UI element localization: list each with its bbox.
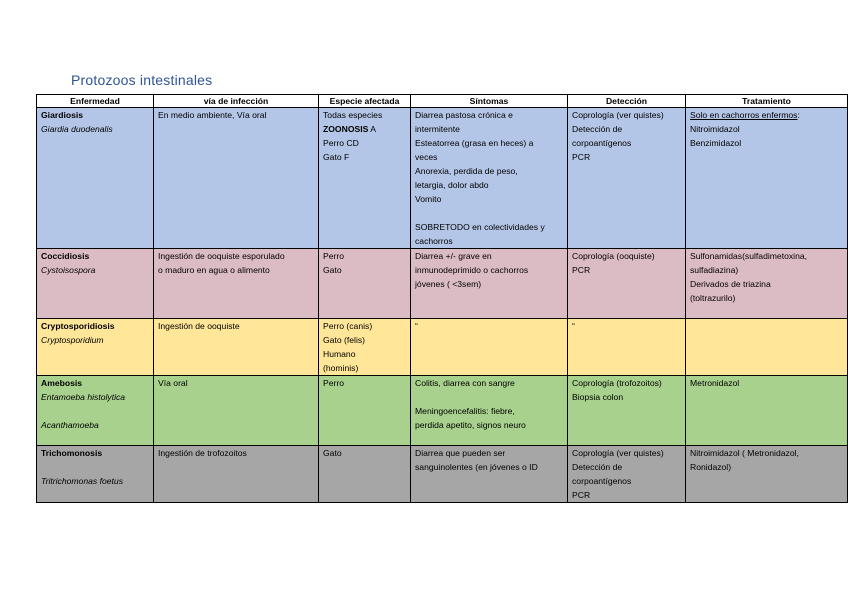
- header-tratamiento: Tratamiento: [686, 95, 848, 108]
- affected-line: Humano: [323, 349, 356, 359]
- symptom-line: jóvenes ( <3sem): [415, 279, 482, 289]
- affected-line: Perro: [323, 251, 345, 261]
- table-row-amebosis: [37, 376, 848, 446]
- cell-affected: [319, 376, 411, 446]
- cell-symptoms: [411, 319, 568, 376]
- cell-infection: [154, 108, 319, 249]
- cell-disease: [37, 376, 154, 446]
- detection-line: Biopsia colon: [572, 392, 624, 402]
- symptom-line: Diarrea pastosa crónica e: [415, 110, 513, 120]
- symptom-line: letargia, dolor abdo: [415, 180, 489, 190]
- cell-affected: [319, 108, 411, 249]
- cell-symptoms: [411, 446, 568, 503]
- species-latin: Giardia duodenalis: [41, 124, 113, 134]
- treatment-note: Solo en cachorros enfermos: [690, 110, 798, 120]
- species-latin: Cystoisospora: [41, 265, 96, 275]
- cell-disease: [37, 446, 154, 503]
- cell-treatment: [686, 319, 848, 376]
- symptom-line: Anorexia, perdida de peso,: [415, 166, 518, 176]
- symptom-line: inmunodeprimido o cachorros: [415, 265, 529, 275]
- cell-symptoms: [411, 249, 568, 319]
- symptom-line: Colitis, diarrea con sangre: [415, 378, 515, 388]
- cell-detection: [568, 249, 686, 319]
- disease-name: Coccidiosis: [41, 251, 90, 261]
- header-especie-afectada: Especie afectada: [319, 95, 411, 108]
- page-title: Protozoos intestinales: [71, 72, 213, 88]
- treatment-line: sulfadiazina): [690, 265, 739, 275]
- infection-text: Vía oral: [158, 378, 188, 388]
- protozoa-table: [36, 94, 848, 503]
- table-row-giardiosis: [37, 108, 848, 249]
- affected-line: (hominis): [323, 363, 359, 373]
- treatment-line: Ronidazol): [690, 462, 732, 472]
- zoonosis-suffix: A: [368, 124, 377, 134]
- infection-text: Ingestión de ooquiste esporulado: [158, 251, 285, 261]
- cell-treatment: [686, 249, 848, 319]
- table-row-cryptosporidiosis: [37, 319, 848, 376]
- symptom-line: SOBRETODO en colectividades y: [415, 222, 545, 232]
- infection-text: En medio ambiente, Vía oral: [158, 110, 267, 120]
- header-row: [37, 95, 848, 108]
- treatment-line: Benzimidazol: [690, 138, 742, 148]
- detection-line: corpoantígenos: [572, 138, 632, 148]
- detection-line: PCR: [572, 265, 591, 275]
- detection-line: Coprología (ver quistes): [572, 110, 664, 120]
- symptom-line: Diarrea +/- grave en: [415, 251, 492, 261]
- treatment-line: Nitroimidazol ( Metronidazol,: [690, 448, 799, 458]
- symptom-line: Vomito: [415, 194, 442, 204]
- affected-line: Perro CD: [323, 138, 359, 148]
- header-via-infeccion: vía de infección: [154, 95, 319, 108]
- disease-name: Giardiosis: [41, 110, 84, 120]
- symptom-line: perdida apetito, signos neuro: [415, 420, 526, 430]
- species-latin: Acanthamoeba: [41, 420, 99, 430]
- disease-name: Trichomonosis: [41, 448, 103, 458]
- disease-name: Cryptosporidiosis: [41, 321, 115, 331]
- header-enfermedad: Enfermedad: [37, 95, 154, 108]
- zoonosis-label: ZOONOSIS: [323, 124, 369, 134]
- treatment-note-suffix: :: [797, 110, 800, 120]
- detection-line: Coprología (trofozoitos): [572, 378, 662, 388]
- treatment-line: Metronidazol: [690, 378, 740, 388]
- detection-line: Detección de: [572, 124, 623, 134]
- table-row-coccidiosis: [37, 249, 848, 319]
- species-latin: Tritrichomonas foetus: [41, 476, 123, 486]
- cell-treatment: [686, 446, 848, 503]
- cell-symptoms: [411, 108, 568, 249]
- header-deteccion: Detección: [568, 95, 686, 108]
- infection-text: Ingestión de trofozoitos: [158, 448, 247, 458]
- cell-affected: [319, 319, 411, 376]
- detection-line: PCR: [572, 152, 591, 162]
- treatment-line: (toltrazurilo): [690, 293, 736, 303]
- cell-treatment: [686, 376, 848, 446]
- cell-symptoms: [411, 376, 568, 446]
- symptom-line: sanguinolentes (en jóvenes o ID: [415, 462, 538, 472]
- cell-disease: [37, 249, 154, 319]
- detection-line: PCR: [572, 490, 591, 500]
- species-latin: Entamoeba histolytica: [41, 392, 126, 402]
- treatment-line: Nitroimidazol: [690, 124, 740, 134]
- cell-affected: [319, 249, 411, 319]
- cell-treatment: [686, 108, 848, 249]
- cell-infection: [154, 249, 319, 319]
- cell-detection: [568, 108, 686, 249]
- affected-line: Perro: [323, 378, 345, 388]
- detection-line: Coprología (ooquiste): [572, 251, 655, 261]
- disease-name: Amebosis: [41, 378, 83, 388]
- cell-affected: [319, 446, 411, 503]
- affected-line: Todas especies: [323, 110, 383, 120]
- detection-line: Detección de: [572, 462, 623, 472]
- cell-detection: [568, 446, 686, 503]
- ditto-mark: “: [572, 321, 575, 331]
- symptom-line: Diarrea que pueden ser: [415, 448, 506, 458]
- symptom-line: intermitente: [415, 124, 460, 134]
- symptom-line: veces: [415, 152, 438, 162]
- table-row-trichomonosis: [37, 446, 848, 503]
- detection-line: Coprología (ver quistes): [572, 448, 664, 458]
- cell-infection: [154, 376, 319, 446]
- symptom-line: Esteatorrea (grasa en heces) a: [415, 138, 534, 148]
- affected-line: Perro (canis): [323, 321, 373, 331]
- cell-infection: [154, 319, 319, 376]
- cell-detection: [568, 376, 686, 446]
- infection-text: Ingestión de ooquiste: [158, 321, 240, 331]
- affected-line: Gato (felis): [323, 335, 366, 345]
- species-latin: Cryptosporidium: [41, 335, 104, 345]
- detection-line: corpoantígenos: [572, 476, 632, 486]
- treatment-line: Sulfonamidas(sulfadimetoxina,: [690, 251, 808, 261]
- cell-disease: [37, 319, 154, 376]
- cell-infection: [154, 446, 319, 503]
- infection-text: o maduro en agua o alimento: [158, 265, 270, 275]
- treatment-line: Derivados de triazina: [690, 279, 771, 289]
- ditto-mark: “: [415, 321, 418, 331]
- symptom-line: cachorros: [415, 236, 453, 246]
- affected-line: Gato: [323, 448, 342, 458]
- affected-line: Gato: [323, 265, 342, 275]
- cell-disease: [37, 108, 154, 249]
- cell-detection: [568, 319, 686, 376]
- symptom-line: Meningoencefalitis: fiebre,: [415, 406, 515, 416]
- affected-line: Gato F: [323, 152, 350, 162]
- header-sintomas: Síntomas: [411, 95, 568, 108]
